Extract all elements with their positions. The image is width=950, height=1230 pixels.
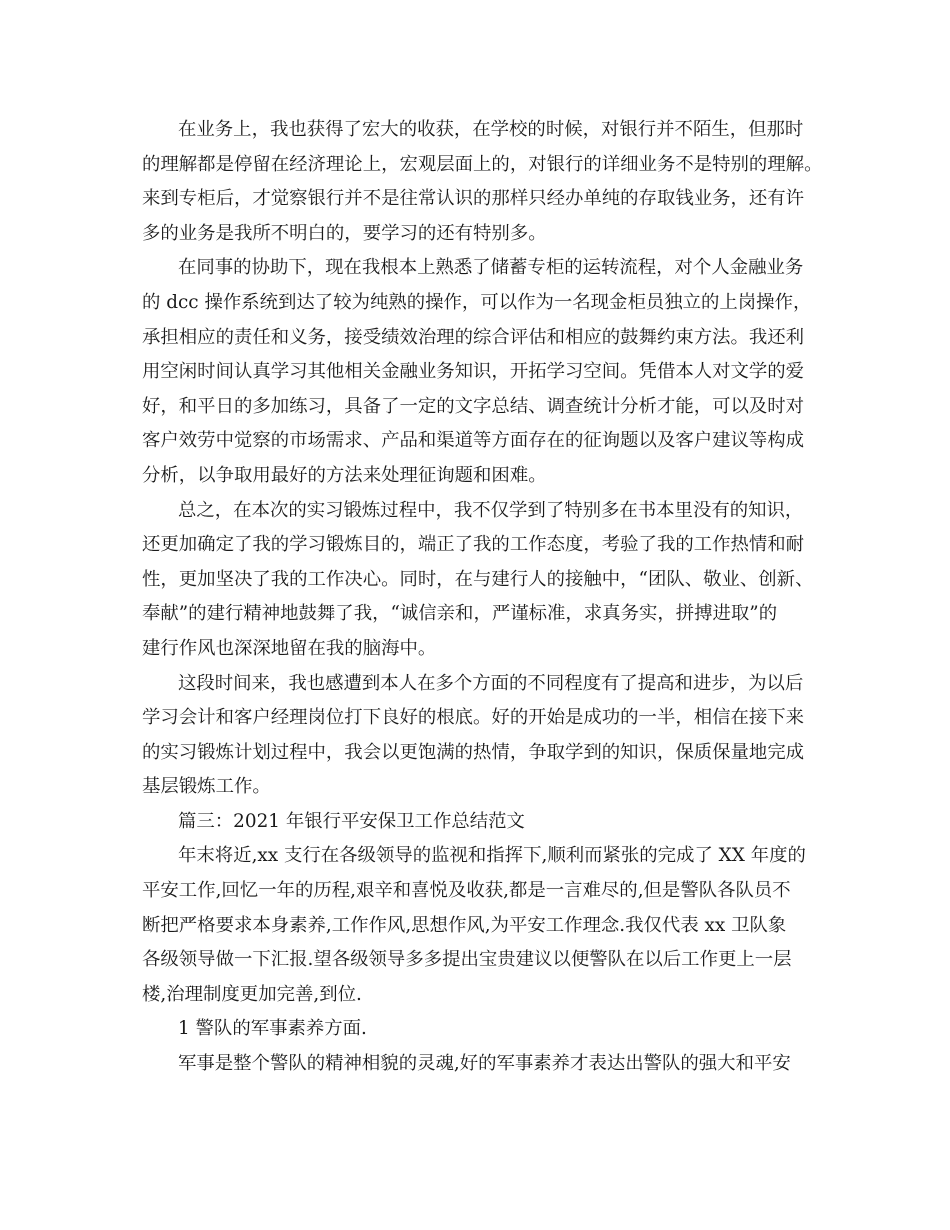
text-line: 建行作风也深深地留在我的脑海中。	[142, 637, 437, 659]
text-line: 性，更加坚决了我的工作决心。同时，在与建行人的接触中，“团队、敬业、创新、	[142, 568, 814, 590]
text-line: 客户效劳中觉察的市场需求、产品和渠道等方面存在的征询题以及客户建议等构成	[142, 430, 805, 452]
text-line: 基层锻炼工作。	[142, 776, 271, 798]
text-line: 承担相应的责任和义务，接受绩效治理的综合评估和相应的鼓舞约束方法。我还利	[142, 326, 805, 348]
text-line: 军事是整个警队的精神相貌的灵魂,好的军事素养才表达出警队的强大和平安	[178, 1053, 791, 1075]
text-line: 多的业务是我所不明白的，要学习的还有特别多。	[142, 222, 547, 244]
text-line: 用空闲时间认真学习其他相关金融业务知识，开拓学习空间。凭借本人对文学的爱	[142, 361, 805, 383]
text-line: 的理解都是停留在经济理论上，宏观层面上的，对银行的详细业务不是特别的理解。	[142, 153, 822, 175]
text-line: 楼,治理制度更加完善,到位.	[142, 983, 362, 1005]
text-line: 在业务上，我也获得了宏大的收获，在学校的时候，对银行并不陌生，但那时	[178, 119, 804, 140]
document-body	[142, 113, 822, 1082]
text-line: 断把严格要求本身素养,工作作风,思想作风,为平安工作理念.我仅代表 xx 卫队象	[142, 914, 787, 936]
text-line: 的 dcc 操作系统到达了较为纯熟的操作，可以作为一名现金柜员独立的上岗操作，	[142, 291, 812, 313]
text-line: 奉献”的建行精神地鼓舞了我，“诚信亲和，严谨标准，求真务实，拼搏进取”的	[142, 603, 778, 625]
text-line: 还更加确定了我的学习锻炼目的，端正了我的工作态度，考验了我的工作热情和耐	[142, 534, 805, 556]
text-line: 好，和平日的多加练习，具备了一定的文字总结、调查统计分析才能，可以及时对	[142, 395, 805, 417]
text-line: 各级领导做一下汇报.望各级领导多多提出宝贵建议以便警队在以后工作更上一层	[142, 949, 792, 971]
text-line: 平安工作,回忆一年的历程,艰辛和喜悦及收获,都是一言难尽的,但是警队各队员不	[142, 880, 791, 902]
text-line: 年末将近,xx 支行在各级领导的监视和指挥下,顺利而紧张的完成了 XX 年度的	[178, 845, 806, 867]
text-line: 的实习锻炼计划过程中，我会以更饱满的热情，争取学到的知识，保质保量地完成	[142, 741, 805, 763]
text-line: 1 警队的军事素养方面.	[178, 1018, 367, 1040]
text-line: 这段时间来，我也感遭到本人在多个方面的不同程度有了提高和进步，为以后	[178, 672, 804, 694]
text-line: 分析，以争取用最好的方法来处理征询题和困难。	[142, 464, 547, 486]
text-line: 总之，在本次的实习锻炼过程中，我不仅学到了特别多在书本里没有的知识，	[178, 499, 804, 521]
text-line: 在同事的协助下，现在我根本上熟悉了储蓄专柜的运转流程，对个人金融业务	[178, 257, 804, 279]
text-line: 来到专柜后，才觉察银行并不是往常认识的那样只经办单纯的存取钱业务，还有许	[142, 188, 805, 210]
text-line: 篇三：2021 年银行平安保卫工作总结范文	[178, 810, 525, 832]
text-line: 学习会计和客户经理岗位打下良好的根底。好的开始是成功的一半，相信在接下来	[142, 707, 805, 729]
